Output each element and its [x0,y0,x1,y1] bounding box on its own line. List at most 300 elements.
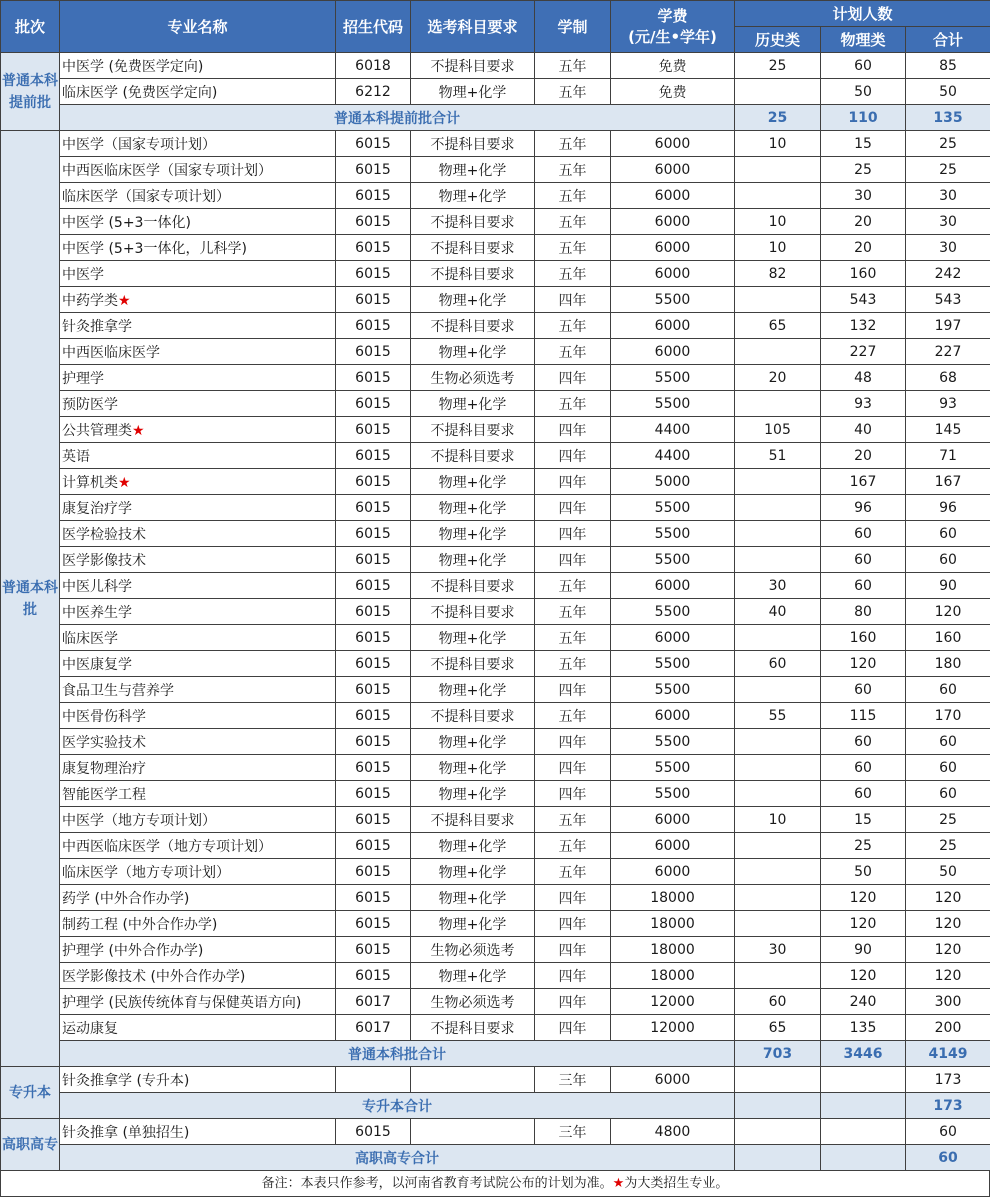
subject-req-cell: 物理+化学 [411,157,535,183]
fee-cell: 6000 [611,131,735,157]
major-name-cell [60,651,336,677]
history-count-cell [735,183,821,209]
major-name-cell [60,157,336,183]
total-count-cell: 242 [906,261,990,287]
major-name-cell [60,885,336,911]
duration-cell: 四年 [535,469,611,495]
subject-req-cell: 不提科目要求 [411,235,535,261]
history-count-cell: 40 [735,599,821,625]
subject-req-cell: 物理+化学 [411,521,535,547]
history-count-cell: 10 [735,235,821,261]
duration-cell: 四年 [535,729,611,755]
fee-cell: 6000 [611,339,735,365]
subject-req-cell: 不提科目要求 [411,261,535,287]
fee-cell: 5500 [611,781,735,807]
total-count-cell: 25 [906,131,990,157]
total-count-cell: 300 [906,989,990,1015]
major-name: 医学影像技术 (中外合作办学) [62,968,246,985]
major-name-cell [60,235,336,261]
major-name-cell [60,417,336,443]
major-name: 临床医学（地方专项计划） [62,864,230,881]
major-name: 医学影像技术 [62,552,146,569]
total-count-cell: 120 [906,937,990,963]
history-count-cell: 82 [735,261,821,287]
subject-req-cell: 生物必须选考 [411,937,535,963]
header-fee-line1: 学费 [657,6,688,25]
table-row [1,547,990,573]
physics-count-cell: 115 [821,703,906,729]
header-fee [611,1,735,53]
physics-count-cell: 50 [821,79,906,105]
physics-count-cell: 30 [821,183,906,209]
total-count-cell: 85 [906,53,990,79]
subject-req-cell: 物理+化学 [411,183,535,209]
fee-cell: 4400 [611,417,735,443]
major-name-cell [60,755,336,781]
table-row [1,573,990,599]
subtotal-label: 专升本合计 [60,1093,735,1119]
history-count-cell [735,625,821,651]
major-name-cell [60,469,336,495]
history-count-cell: 65 [735,1015,821,1041]
physics-count-cell: 20 [821,209,906,235]
code-cell: 6015 [336,729,411,755]
table-row [1,807,990,833]
table-row [1,625,990,651]
duration-cell: 四年 [535,365,611,391]
fee-cell: 12000 [611,1015,735,1041]
duration-cell: 五年 [535,833,611,859]
major-name: 针灸推拿 (单独招生) [62,1124,190,1141]
duration-cell: 四年 [535,417,611,443]
physics-count-cell: 543 [821,287,906,313]
duration-cell: 五年 [535,703,611,729]
history-count-cell [735,547,821,573]
duration-cell: 五年 [535,391,611,417]
fee-cell: 5500 [611,651,735,677]
major-name-cell [60,53,336,79]
major-name-cell [60,313,336,339]
major-name-cell [60,443,336,469]
duration-cell: 五年 [535,79,611,105]
code-cell: 6015 [336,625,411,651]
history-count-cell [735,469,821,495]
subject-req-cell: 物理+化学 [411,391,535,417]
physics-count-cell: 50 [821,859,906,885]
physics-count-cell: 15 [821,807,906,833]
subtotal-physics: 110 [821,105,906,131]
major-name-cell [60,1119,336,1145]
physics-count-cell: 20 [821,443,906,469]
duration-cell: 五年 [535,807,611,833]
history-count-cell: 20 [735,365,821,391]
fee-cell: 18000 [611,885,735,911]
total-count-cell: 50 [906,79,990,105]
fee-cell: 6000 [611,183,735,209]
star-icon: ★ [118,292,131,309]
header-history: 历史类 [735,27,821,53]
major-name-cell [60,339,336,365]
physics-count-cell [821,1067,906,1093]
total-count-cell: 25 [906,157,990,183]
table-row [1,885,990,911]
physics-count-cell: 20 [821,235,906,261]
table-row [1,53,990,79]
total-count-cell: 25 [906,833,990,859]
physics-count-cell: 15 [821,131,906,157]
duration-cell: 五年 [535,651,611,677]
physics-count-cell: 60 [821,729,906,755]
total-count-cell: 50 [906,859,990,885]
duration-cell: 四年 [535,989,611,1015]
history-count-cell [735,885,821,911]
subtotal-label: 高职高专合计 [60,1145,735,1171]
subject-req-cell: 不提科目要求 [411,599,535,625]
code-cell: 6015 [336,495,411,521]
code-cell: 6017 [336,989,411,1015]
code-cell: 6015 [336,807,411,833]
code-cell: 6015 [336,443,411,469]
subtotal-history [735,1145,821,1171]
major-name: 医学实验技术 [62,734,146,751]
subject-req-cell: 物理+化学 [411,287,535,313]
code-cell: 6015 [336,183,411,209]
code-cell: 6015 [336,781,411,807]
physics-count-cell: 240 [821,989,906,1015]
table-row [1,651,990,677]
total-count-cell: 71 [906,443,990,469]
major-name: 中医儿科学 [62,578,132,595]
star-icon: ★ [132,422,145,439]
history-count-cell [735,1067,821,1093]
subject-req-cell: 生物必须选考 [411,989,535,1015]
subject-req-cell: 物理+化学 [411,625,535,651]
major-name: 英语 [62,448,90,465]
code-cell: 6015 [336,911,411,937]
total-count-cell: 60 [906,1119,990,1145]
subtotal-label: 普通本科批合计 [60,1041,735,1067]
major-name-cell [60,677,336,703]
batch-cell: 普通本科提前批 [1,53,60,131]
duration-cell: 五年 [535,235,611,261]
subject-req-cell: 不提科目要求 [411,131,535,157]
subject-req-cell [411,1119,535,1145]
physics-count-cell: 120 [821,911,906,937]
table-row [1,781,990,807]
duration-cell: 五年 [535,53,611,79]
duration-cell: 三年 [535,1119,611,1145]
table-row [1,157,990,183]
subject-req-cell: 不提科目要求 [411,417,535,443]
table-row [1,287,990,313]
table-row [1,313,990,339]
physics-count-cell: 60 [821,781,906,807]
subtotal-history [735,1093,821,1119]
table-row [1,339,990,365]
duration-cell: 四年 [535,885,611,911]
history-count-cell [735,963,821,989]
code-cell: 6015 [336,755,411,781]
major-name-cell [60,521,336,547]
fee-cell: 6000 [611,625,735,651]
history-count-cell [735,859,821,885]
table-row [1,703,990,729]
history-count-cell: 10 [735,807,821,833]
duration-cell: 五年 [535,573,611,599]
header-subject-req: 选考科目要求 [411,1,535,53]
duration-cell: 四年 [535,443,611,469]
major-name-cell [60,573,336,599]
subject-req-cell: 物理+化学 [411,495,535,521]
major-name-cell [60,807,336,833]
subject-req-cell: 物理+化学 [411,833,535,859]
total-count-cell: 96 [906,495,990,521]
total-count-cell: 197 [906,313,990,339]
total-count-cell: 60 [906,755,990,781]
total-count-cell: 170 [906,703,990,729]
table-row [1,209,990,235]
total-count-cell: 120 [906,963,990,989]
major-name-cell [60,287,336,313]
physics-count-cell: 160 [821,261,906,287]
code-cell: 6015 [336,287,411,313]
fee-cell: 6000 [611,209,735,235]
table-row [1,495,990,521]
subject-req-cell: 不提科目要求 [411,651,535,677]
header-duration: 学制 [535,1,611,53]
code-cell: 6015 [336,885,411,911]
code-cell: 6015 [336,521,411,547]
fee-cell: 免费 [611,53,735,79]
history-count-cell: 10 [735,131,821,157]
major-name: 临床医学 [62,630,118,647]
subject-req-cell: 物理+化学 [411,547,535,573]
subject-req-cell: 不提科目要求 [411,53,535,79]
table-row [1,391,990,417]
table-row [1,677,990,703]
physics-count-cell: 60 [821,521,906,547]
duration-cell: 四年 [535,963,611,989]
major-name-cell [60,261,336,287]
table-row [1,417,990,443]
total-count-cell: 120 [906,885,990,911]
code-cell: 6015 [336,365,411,391]
code-cell: 6015 [336,1119,411,1145]
subtotal-total: 135 [906,105,990,131]
table-body [1,53,990,1171]
major-name-cell [60,365,336,391]
major-name: 中医养生学 [62,604,132,621]
major-name: 医学检验技术 [62,526,146,543]
major-name-cell [60,183,336,209]
duration-cell: 四年 [535,755,611,781]
history-count-cell [735,677,821,703]
subject-req-cell: 物理+化学 [411,469,535,495]
major-name: 中西医临床医学（国家专项计划） [62,162,272,179]
subject-req-cell: 物理+化学 [411,911,535,937]
major-name-cell [60,1015,336,1041]
major-name-cell [60,937,336,963]
major-name: 预防医学 [62,396,118,413]
total-count-cell: 60 [906,677,990,703]
physics-count-cell: 48 [821,365,906,391]
history-count-cell [735,755,821,781]
fee-cell: 免费 [611,79,735,105]
table-row [1,521,990,547]
subject-req-cell: 物理+化学 [411,755,535,781]
history-count-cell [735,339,821,365]
header-physics: 物理类 [821,27,906,53]
fee-cell: 5500 [611,599,735,625]
subtotal-row [1,1041,990,1067]
total-count-cell: 30 [906,235,990,261]
physics-count-cell: 120 [821,885,906,911]
table-row [1,859,990,885]
table-row [1,963,990,989]
total-count-cell: 60 [906,729,990,755]
major-name: 中药学类 [62,292,118,309]
fee-cell: 6000 [611,833,735,859]
subject-req-cell: 物理+化学 [411,339,535,365]
major-name: 临床医学 (免费医学定向) [62,84,218,101]
duration-cell: 四年 [535,1015,611,1041]
total-count-cell: 90 [906,573,990,599]
duration-cell: 四年 [535,495,611,521]
fee-cell: 6000 [611,1067,735,1093]
physics-count-cell: 160 [821,625,906,651]
fee-cell: 6000 [611,573,735,599]
footnote [0,1171,990,1197]
total-count-cell: 200 [906,1015,990,1041]
major-name-cell [60,625,336,651]
table-row [1,1067,990,1093]
duration-cell: 五年 [535,261,611,287]
duration-cell: 五年 [535,183,611,209]
subject-req-cell: 不提科目要求 [411,313,535,339]
code-cell [336,1067,411,1093]
history-count-cell [735,729,821,755]
code-cell: 6015 [336,937,411,963]
physics-count-cell: 25 [821,833,906,859]
physics-count-cell: 60 [821,677,906,703]
table-row [1,131,990,157]
subtotal-physics [821,1145,906,1171]
physics-count-cell: 93 [821,391,906,417]
major-name: 药学 (中外合作办学) [62,890,190,907]
major-name-cell [60,547,336,573]
major-name: 中医康复学 [62,656,132,673]
fee-cell: 6000 [611,235,735,261]
major-name: 护理学 [62,370,104,387]
duration-cell: 五年 [535,599,611,625]
major-name: 护理学 (民族传统体育与保健英语方向) [62,994,302,1011]
physics-count-cell: 80 [821,599,906,625]
fee-cell: 6000 [611,157,735,183]
header-total: 合计 [906,27,990,53]
code-cell: 6015 [336,313,411,339]
table-row [1,365,990,391]
subject-req-cell: 物理+化学 [411,781,535,807]
total-count-cell: 68 [906,365,990,391]
duration-cell: 四年 [535,521,611,547]
code-cell: 6015 [336,469,411,495]
total-count-cell: 30 [906,209,990,235]
table-row [1,833,990,859]
physics-count-cell: 135 [821,1015,906,1041]
code-cell: 6017 [336,1015,411,1041]
total-count-cell: 60 [906,781,990,807]
major-name: 针灸推拿学 [62,318,132,335]
physics-count-cell: 227 [821,339,906,365]
major-name-cell [60,859,336,885]
physics-count-cell: 60 [821,547,906,573]
fee-cell: 5500 [611,547,735,573]
physics-count-cell: 120 [821,963,906,989]
major-name: 中西医临床医学（地方专项计划） [62,838,272,855]
code-cell: 6015 [336,235,411,261]
code-cell: 6018 [336,53,411,79]
history-count-cell [735,157,821,183]
history-count-cell [735,495,821,521]
fee-cell: 5500 [611,677,735,703]
major-name: 中医骨伤科学 [62,708,146,725]
subject-req-cell: 不提科目要求 [411,807,535,833]
physics-count-cell [821,1119,906,1145]
total-count-cell: 30 [906,183,990,209]
subtotal-history: 703 [735,1041,821,1067]
duration-cell: 五年 [535,131,611,157]
subtotal-row [1,105,990,131]
batch-cell: 高职高专 [1,1119,60,1171]
footnote-text: 备注：本表只作参考，以河南省教育考试院公布的计划为准。 [261,1176,613,1191]
code-cell: 6015 [336,391,411,417]
batch-cell: 专升本 [1,1067,60,1119]
major-name: 食品卫生与营养学 [62,682,174,699]
fee-cell: 5500 [611,365,735,391]
fee-cell: 5000 [611,469,735,495]
duration-cell: 四年 [535,937,611,963]
duration-cell: 五年 [535,859,611,885]
header-code: 招生代码 [336,1,411,53]
physics-count-cell: 60 [821,755,906,781]
major-name: 公共管理类 [62,422,132,439]
duration-cell: 五年 [535,209,611,235]
footnote-text-end: 为大类招生专业。 [624,1176,729,1191]
table-row [1,261,990,287]
subject-req-cell: 不提科目要求 [411,443,535,469]
code-cell: 6015 [336,859,411,885]
fee-cell: 6000 [611,703,735,729]
code-cell: 6015 [336,417,411,443]
total-count-cell: 120 [906,599,990,625]
duration-cell: 四年 [535,287,611,313]
table-row [1,755,990,781]
table-row [1,235,990,261]
subject-req-cell [411,1067,535,1093]
history-count-cell: 30 [735,573,821,599]
major-name: 针灸推拿学 (专升本) [62,1072,190,1089]
physics-count-cell: 96 [821,495,906,521]
total-count-cell: 167 [906,469,990,495]
total-count-cell: 227 [906,339,990,365]
fee-cell: 5500 [611,495,735,521]
header-plan: 计划人数 [735,1,990,27]
total-count-cell: 173 [906,1067,990,1093]
major-name-cell [60,1067,336,1093]
code-cell: 6015 [336,209,411,235]
major-name: 制药工程 (中外合作办学) [62,916,218,933]
subtotal-total: 60 [906,1145,990,1171]
